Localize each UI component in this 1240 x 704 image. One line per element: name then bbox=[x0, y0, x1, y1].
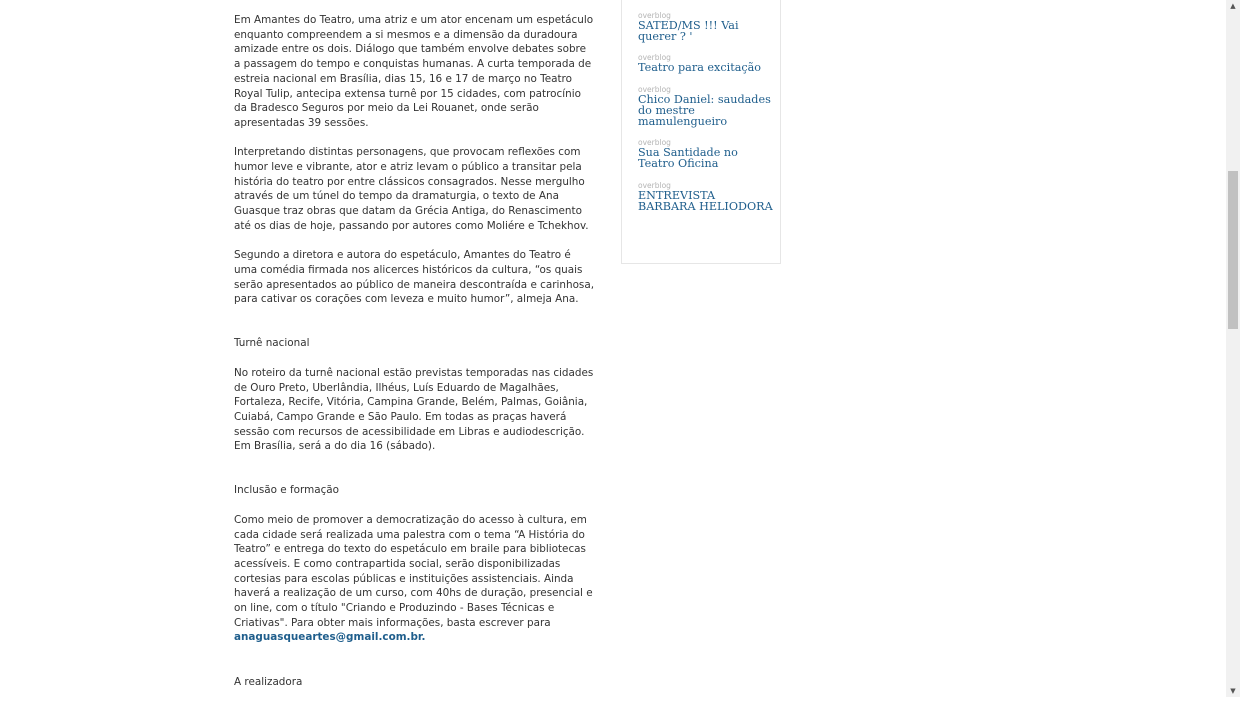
list-item bbox=[638, 139, 774, 169]
email-link[interactable]: anaguasqueartes@gmail.com.br. bbox=[234, 631, 426, 644]
post-source: overblog bbox=[638, 84, 671, 94]
paragraph-text: Como meio de promover a democratização do acesso à cultura, em cada cidade será realizada uma palestra com o tema “A História do Teatro” e entrega do texto do espetáculo em braile para bibliotecas acessíveis. E como contrapartida social, serão disponibilizadas cortesias para escolas públicas e instituições assistenciais. Ainda haverá a realização de um curso, com 40hs de duração, presencial e on line, com o título "Criando e Produzindo - Bases Técnicas e Criativas". Para obter mais informações, basta escrever para bbox=[234, 513, 593, 629]
related-posts-sidebar bbox=[621, 0, 781, 264]
triangle-up-icon[interactable]: ▲ bbox=[1230, 2, 1236, 10]
post-link[interactable]: Teatro para excitação bbox=[638, 61, 762, 75]
section-heading-turne: Turnê nacional bbox=[234, 337, 310, 350]
post-link[interactable]: SATED/MS !!! Vai querer ? ' bbox=[638, 19, 739, 44]
article-paragraph: Em Amantes do Teatro, uma atriz e um ator encenam um espetáculo enquanto compreendem a si mesmos e a dimensão da duradoura amizade entre os dois. Diálogo que também envolve debates sobre a passagem do tempo e conquistas humanas. A curta temporada de estreia nacional em Brasília, dias 15, 16 e 17 de março no Teatro Royal Tulip, antecipa extensa turnê por 15 cidades, com patrocínio da Bradesco Seguros por meio da Lei Rouanet, onde serão apresentadas 39 sessões. bbox=[234, 14, 594, 129]
list-item bbox=[638, 86, 774, 128]
scrollbar-thumb[interactable] bbox=[1228, 171, 1238, 329]
article-paragraph: Segundo a diretora e autora do espetáculo, Amantes do Teatro é uma comédia firmada nos alicerces históricos da cultura, “os quais serão apresentados ao público de maneira descontraída e carinhosa, para cativar os corações com leveza e muito humor”, almeja Ana. bbox=[234, 249, 595, 306]
post-link[interactable]: ENTREVISTA BARBARA HELIODORA bbox=[638, 188, 773, 213]
list-item bbox=[638, 12, 774, 42]
article-paragraph: Interpretando distintas personagens, que provocam reflexões com humor leve e vibrante, ator e atriz levam o público a transitar pela história do teatro por entre clássicos consagrados. Nesse mergulho através de um túnel do tempo da dramaturgia, o texto de Ana Guasque traz obras que datam da Grécia Antiga, do Renascimento até os dias de hoje, passando por autores como Moliére e Tchekhov. bbox=[234, 146, 589, 232]
article-body bbox=[234, 13, 594, 704]
list-item bbox=[638, 182, 774, 212]
list-item bbox=[638, 54, 774, 73]
post-source: overblog bbox=[638, 180, 671, 190]
page-scrollbar[interactable] bbox=[1226, 0, 1240, 697]
post-link[interactable]: Chico Daniel: saudades do mestre mamulengueiro bbox=[638, 92, 771, 129]
article-paragraph bbox=[234, 513, 594, 645]
section-heading-inclusao: Inclusão e formação bbox=[234, 484, 340, 497]
article-paragraph: No roteiro da turnê nacional estão previstas temporadas nas cidades de Ouro Preto, Uberlândia, Ilhéus, Luís Eduardo de Magalhães, Fortaleza, Recife, Vitória, Campina Grande, Belém, Palmas, Goiânia, Cuiabá, Campo Grande e São Paulo. Em todas as praças haverá sessão com recursos de acessibilidade em Libras e audiodescrição. Em Brasília, será a do dia 16 (sábado). bbox=[234, 366, 594, 453]
post-source: overblog bbox=[638, 11, 671, 20]
related-posts-list bbox=[638, 12, 774, 224]
triangle-down-icon[interactable]: ▼ bbox=[1230, 687, 1236, 695]
post-source: overblog bbox=[638, 138, 671, 148]
post-link[interactable]: Sua Santidade no Teatro Oficina bbox=[638, 146, 738, 171]
post-source: overblog bbox=[638, 53, 671, 63]
section-heading-realizadora: A realizadora bbox=[234, 675, 303, 688]
